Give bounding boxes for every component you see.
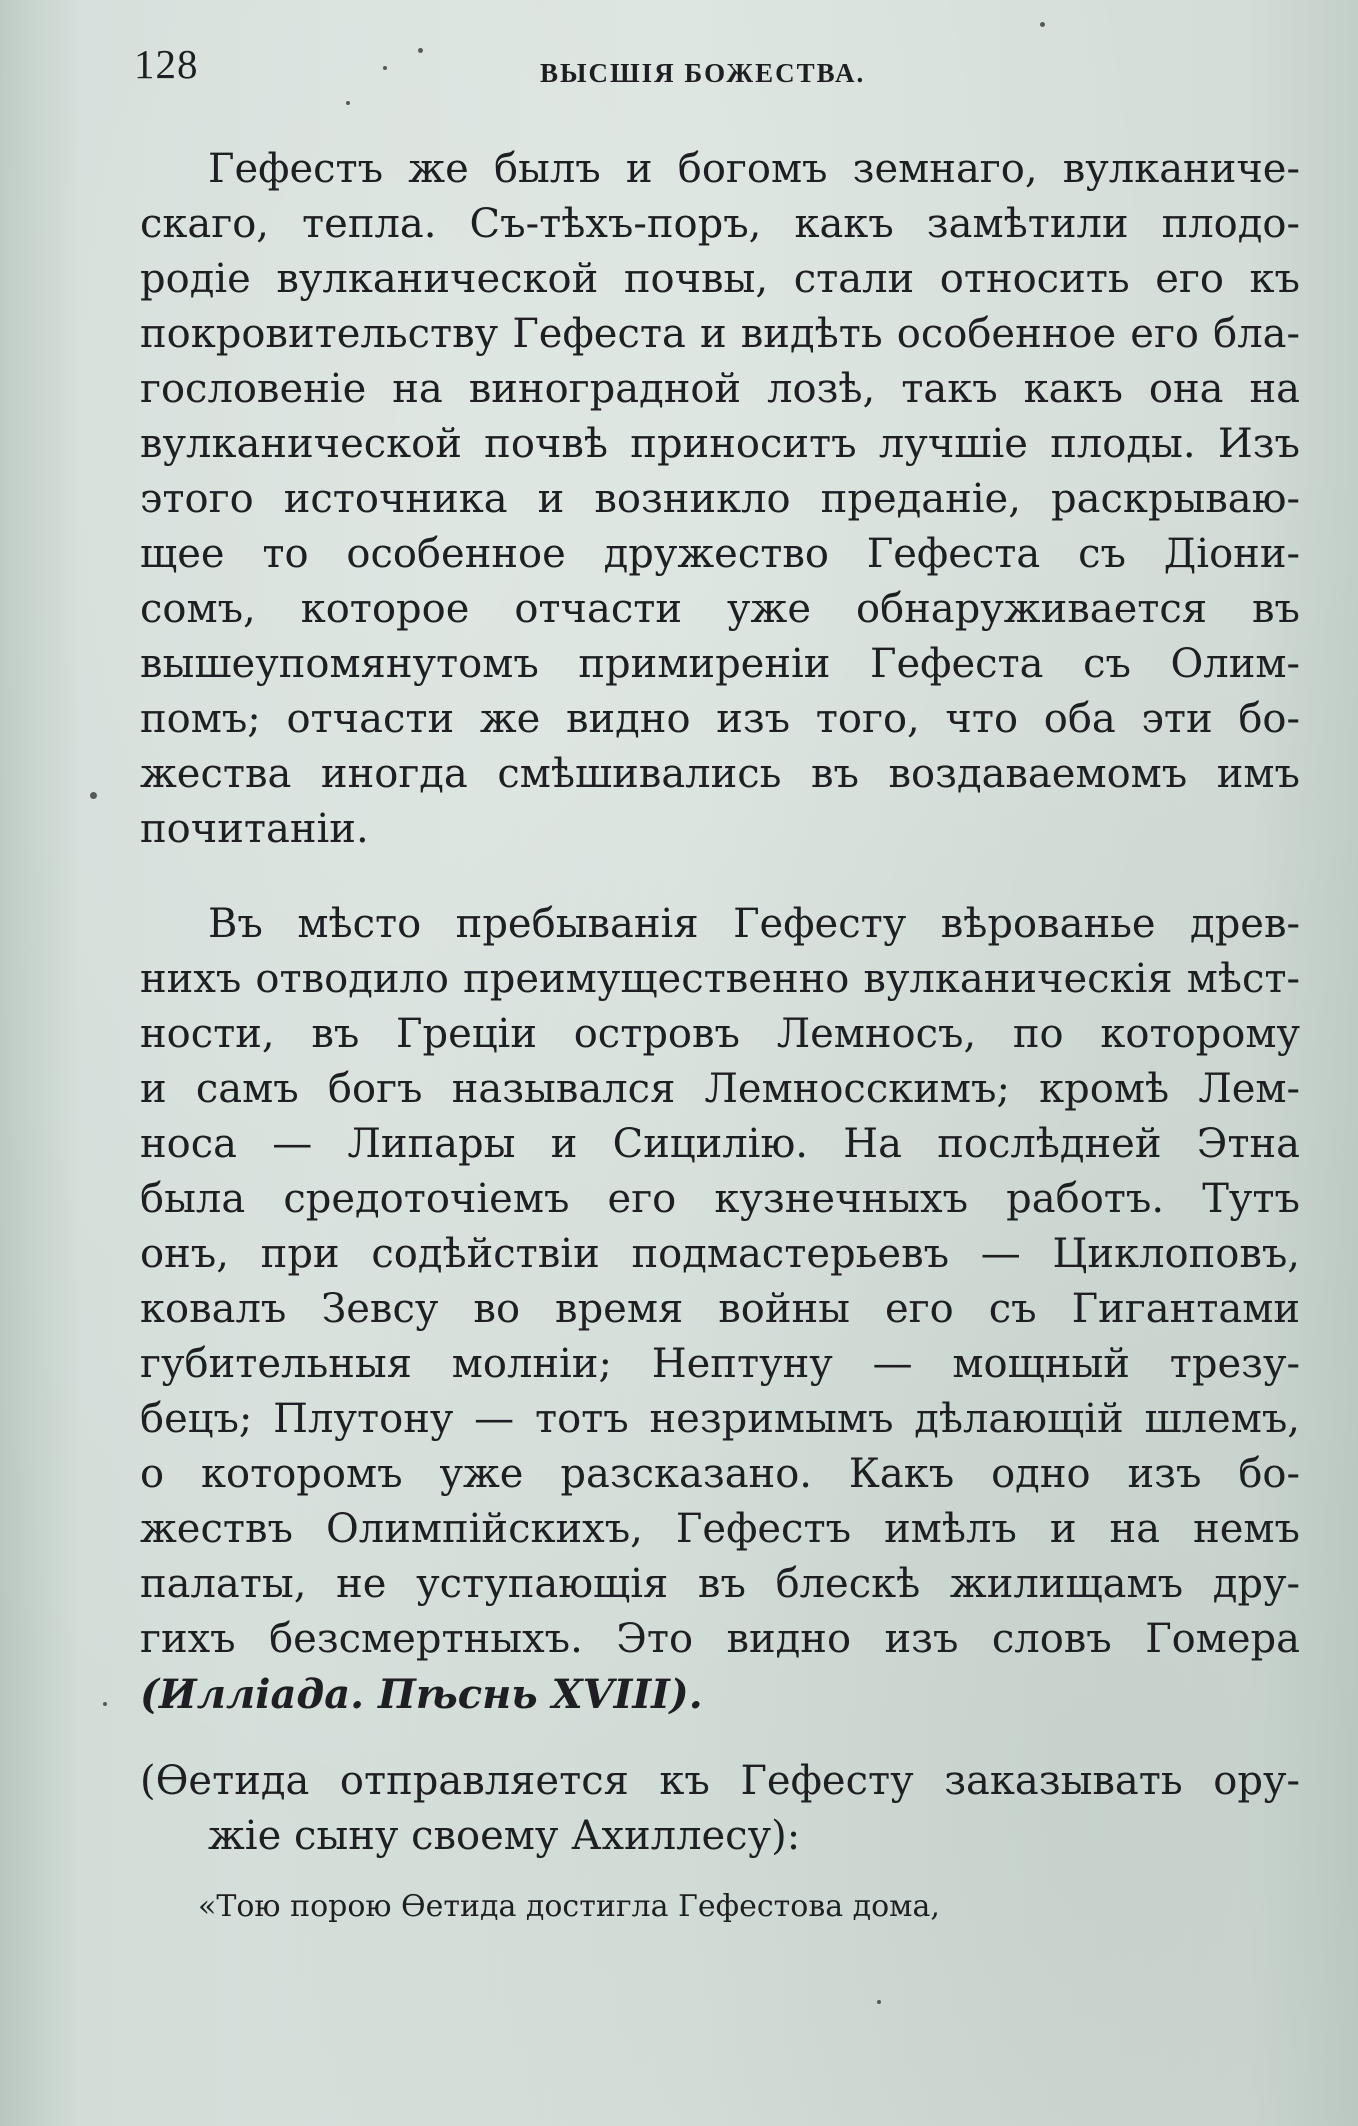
paper-speck — [383, 66, 387, 70]
paragraph-3 — [140, 1754, 1300, 1864]
text-line: губительныя молніи; Нептуну — мощный трезу- — [140, 1341, 1300, 1387]
text-line: нихъ отводило преимущественно вулканическія мѣст- — [140, 956, 1300, 1002]
text-line: была средоточіемъ его кузнечныхъ работъ. Тутъ — [140, 1176, 1300, 1222]
quote-line: «Тою порою Ѳетида достигла Гефестова дома, — [198, 1889, 940, 1924]
text-line: ности, въ Греціи островъ Лемносъ, по которому — [140, 1011, 1300, 1057]
paper-speck — [418, 48, 423, 53]
text-line: онъ, при содѣйствіи подмастерьевъ — Циклоповъ, — [140, 1231, 1300, 1277]
text-line: помъ; отчасти же видно изъ того, что оба эти бо- — [140, 696, 1300, 742]
text-line: этого источника и возникло преданіе, раскрываю- — [140, 476, 1300, 522]
running-head: ВЫСШІЯ БОЖЕСТВА. — [540, 58, 866, 88]
text-line: жіе сыну своему Ахиллесу): — [208, 1813, 801, 1859]
text-line: ковалъ Зевсу во время войны его съ Гигантами — [140, 1286, 1300, 1332]
text-line: сомъ, которое отчасти уже обнаруживается въ — [140, 586, 1300, 632]
paper-speck — [346, 101, 350, 105]
paper-speck — [877, 2000, 881, 2004]
paper-speck — [90, 792, 97, 799]
text-line: почитаніи. — [140, 806, 369, 852]
text-line: палаты, не уступающія въ блескѣ жилищамъ дру- — [140, 1561, 1300, 1607]
text-line: покровительству Гефеста и видѣть особенное его бла- — [140, 311, 1300, 357]
text-line: жества иногда смѣшивались въ воздаваемомъ имъ — [140, 751, 1300, 797]
paragraph-gap — [140, 1722, 1300, 1754]
text-line: и самъ богъ назывался Лемносскимъ; кромѣ Лем- — [140, 1066, 1300, 1112]
text-line: Гефестъ же былъ и богомъ земнаго, вулканиче- — [208, 146, 1300, 192]
paper-speck — [1040, 22, 1045, 27]
body-text — [140, 142, 1300, 1932]
text-line: носа — Липары и Сицилію. На послѣдней Этна — [140, 1121, 1300, 1167]
text-line: (Ѳетида отправляется къ Гефесту заказывать ору- — [140, 1758, 1300, 1804]
page-number: 128 — [134, 41, 199, 87]
text-line: гихъ безсмертныхъ. Это видно изъ словъ Гомера — [140, 1616, 1300, 1662]
text-line: скаго, тепла. Съ-тѣхъ-поръ, какъ замѣтили плодо- — [140, 201, 1300, 247]
paragraph-2 — [140, 897, 1300, 1722]
text-line: о которомъ уже разсказано. Какъ одно изъ бо- — [140, 1451, 1300, 1497]
citation-line: (Илліада. Пѣснь XVIII). — [140, 1671, 703, 1718]
text-line: гословеніе на виноградной лозѣ, такъ какъ она на — [140, 366, 1300, 412]
text-line: вулканической почвѣ приноситъ лучшіе плоды. Изъ — [140, 421, 1300, 467]
paragraph-gap — [140, 857, 1300, 897]
paragraph-1 — [140, 142, 1300, 857]
text-line: вышеупомянутомъ примиреніи Гефеста съ Олим- — [140, 641, 1300, 687]
text-line: Въ мѣсто пребыванія Гефесту вѣрованье древ- — [208, 901, 1300, 947]
text-line: бецъ; Плутону — тотъ незримымъ дѣлающій шлемъ, — [140, 1396, 1300, 1442]
paper-speck — [103, 1702, 107, 1706]
text-line: щее то особенное дружество Гефеста съ Діони- — [140, 531, 1300, 577]
text-line: родіе вулканической почвы, стали относить его къ — [140, 256, 1300, 302]
text-line: жествъ Олимпійскихъ, Гефестъ имѣлъ и на немъ — [140, 1506, 1300, 1552]
